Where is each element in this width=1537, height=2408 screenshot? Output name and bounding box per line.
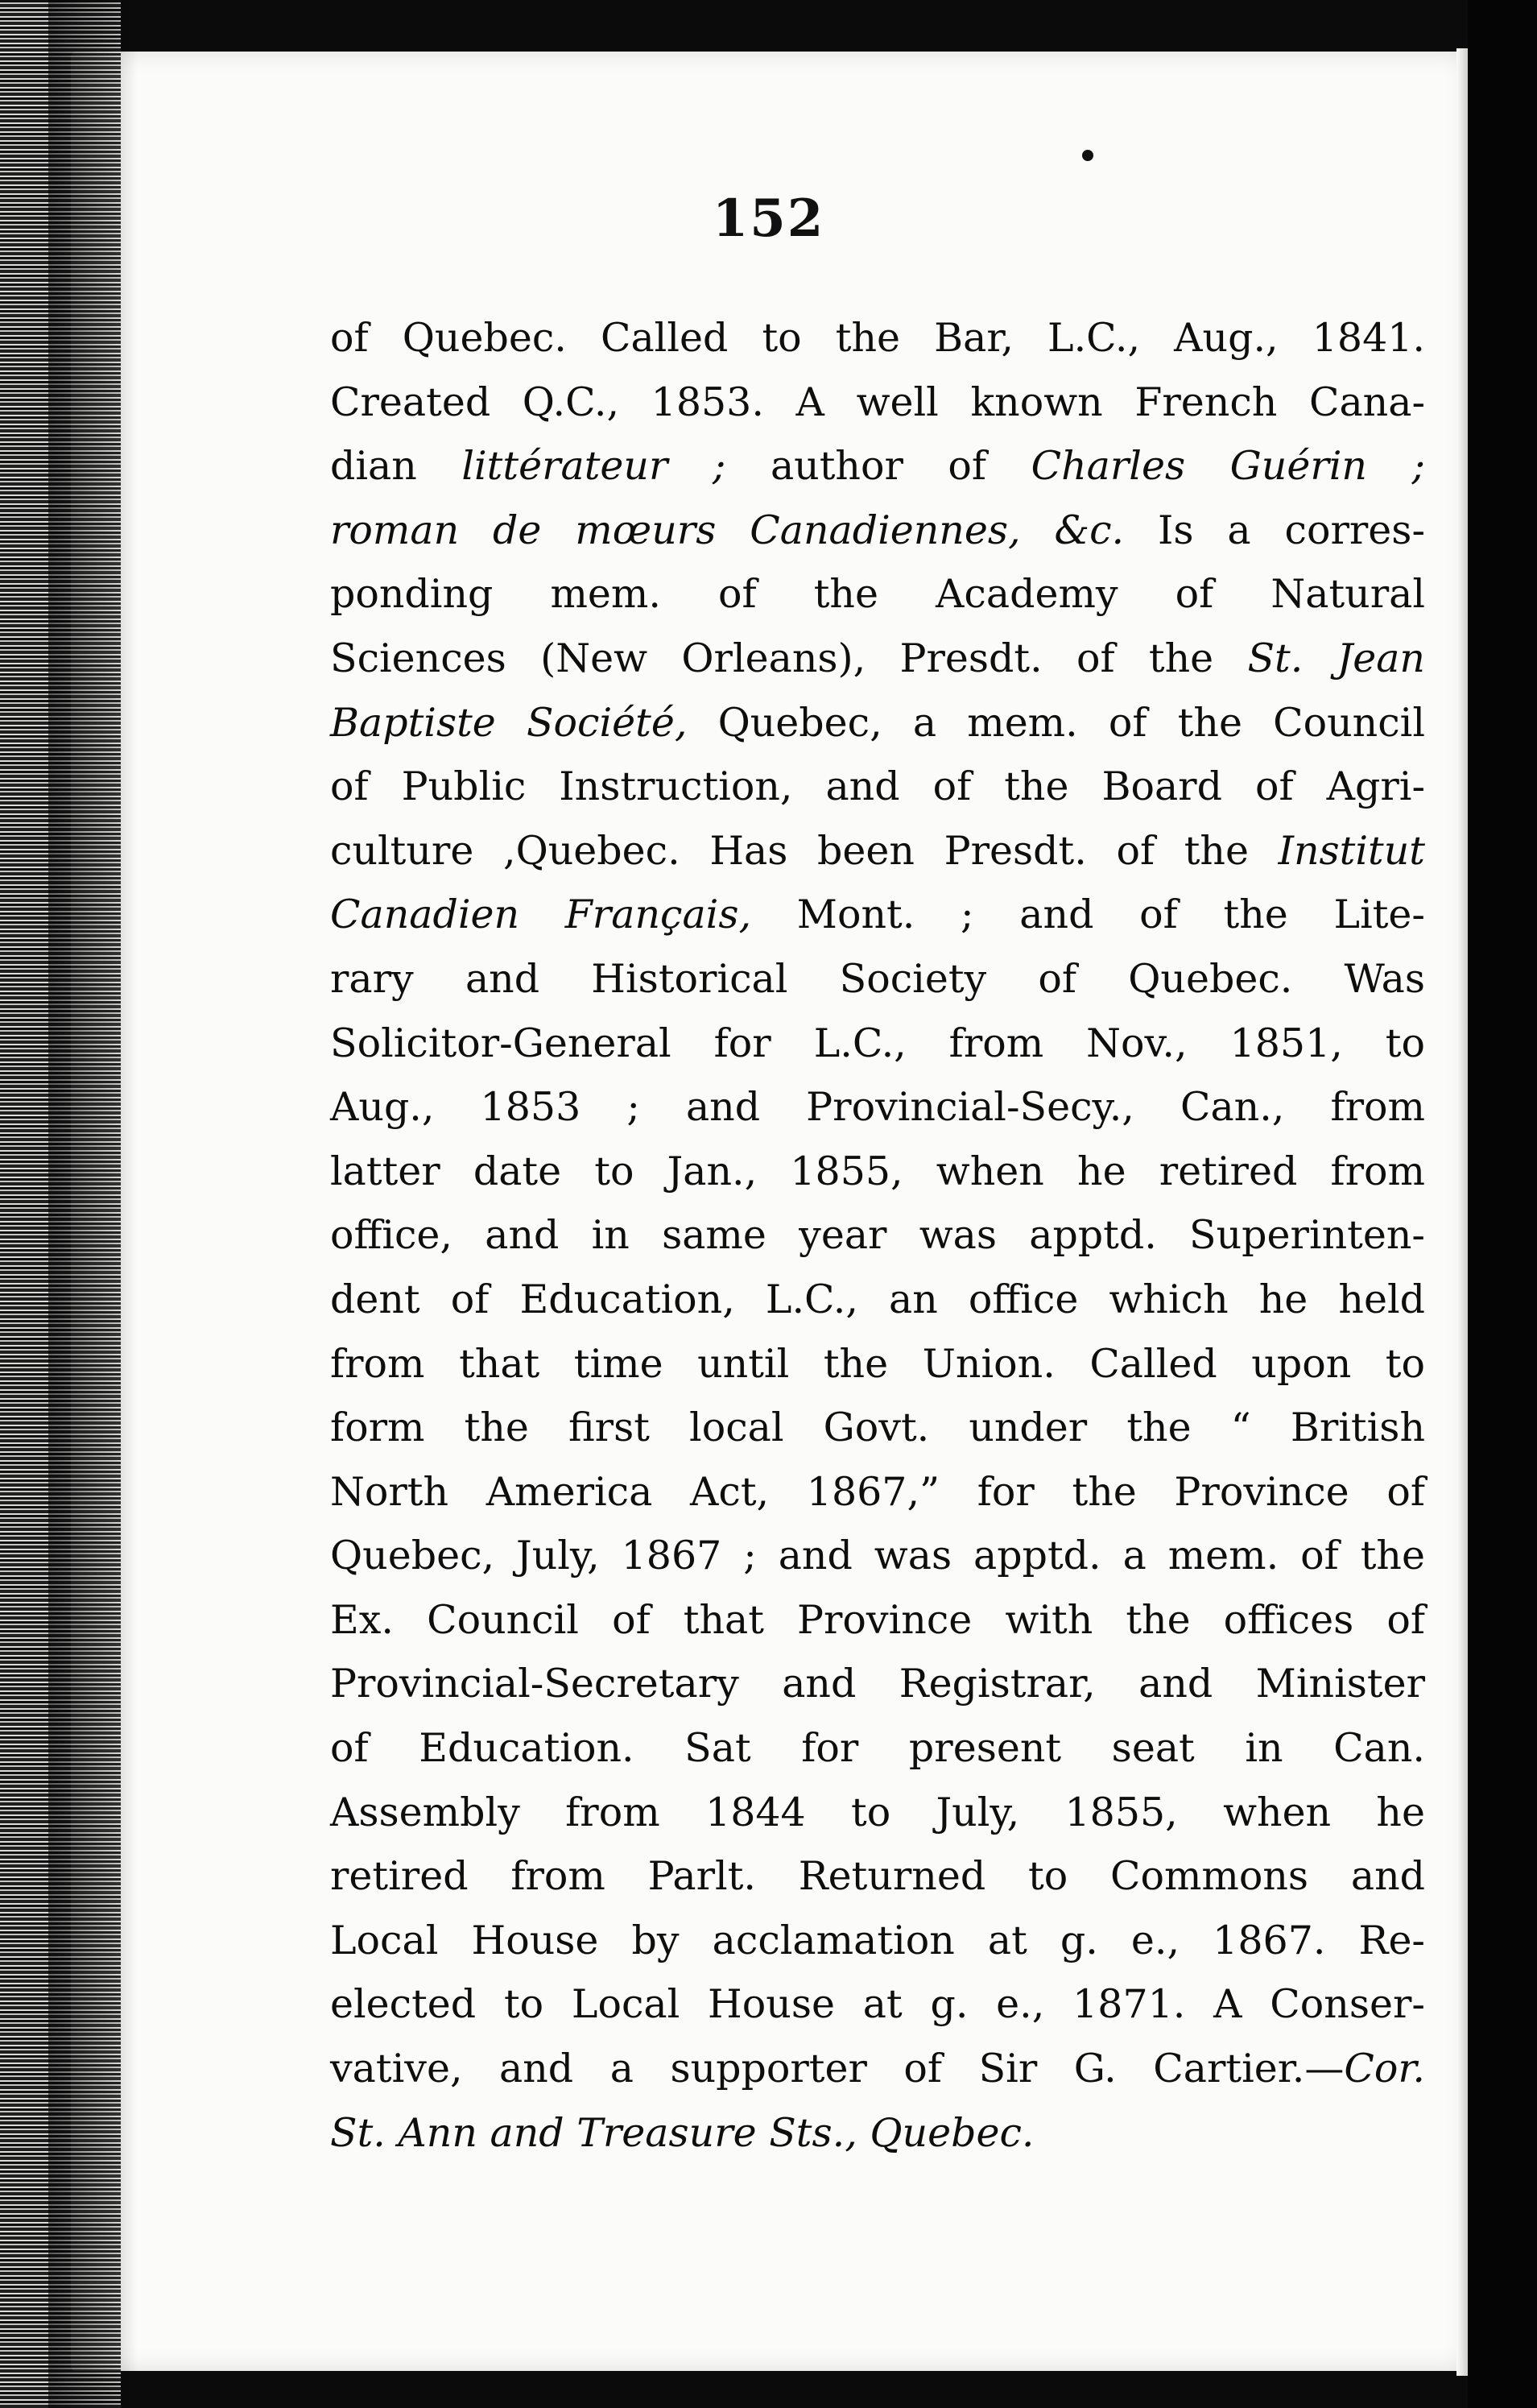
italic-segment: Institut <box>1278 827 1425 874</box>
text-segment: rary and Historical Society of Quebec. Was <box>330 955 1425 1002</box>
italic-segment: Canadien Français, <box>330 892 752 938</box>
italic-segment: St. Jean <box>1247 635 1425 681</box>
text-segment: dian <box>330 443 462 490</box>
text-segment: Quebec, a mem. of the Council <box>687 699 1425 746</box>
text-line <box>330 1588 1425 1653</box>
text-segment: Ex. Council of that Province with the offices of <box>330 1596 1425 1643</box>
text-segment: of Quebec. Called to the Bar, L.C., Aug., 1841. <box>330 315 1425 361</box>
italic-segment: roman de mœurs Canadiennes, &c. <box>330 507 1125 553</box>
text-line <box>330 1652 1425 1716</box>
text-line <box>330 434 1425 499</box>
text-line <box>330 883 1425 947</box>
text-line <box>330 755 1425 819</box>
text-segment: Local House by acclamation at g. e., 1867. Re- <box>330 1917 1425 1963</box>
text-segment: culture ,Quebec. Has been Presdt. of the <box>330 827 1279 874</box>
text-line <box>330 1075 1425 1140</box>
text-line <box>330 1716 1425 1781</box>
text-segment: from that time until the Union. Called upon to <box>330 1340 1425 1387</box>
text-line <box>330 1460 1425 1525</box>
text-segment: Created Q.C., 1853. A well known French Cana- <box>330 379 1425 425</box>
text-line <box>330 1972 1425 2037</box>
italic-segment: littérateur ; <box>461 443 726 490</box>
text-line <box>330 1203 1425 1268</box>
text-segment: elected to Local House at g. e., 1871. A Conser- <box>330 1981 1425 2028</box>
text-line <box>330 1332 1425 1396</box>
text-line <box>330 1524 1425 1588</box>
text-line <box>330 370 1425 435</box>
text-segment: Provincial-Secretary and Registrar, and Minister <box>330 1661 1425 1707</box>
text-segment: Is a corres- <box>1124 507 1426 553</box>
text-line <box>330 627 1425 691</box>
text-line <box>330 2101 1425 2166</box>
text-line <box>330 1012 1425 1076</box>
text-segment: North America Act, 1867,” for the Province of <box>330 1468 1425 1515</box>
text-line <box>330 1396 1425 1460</box>
text-line <box>330 1909 1425 1973</box>
page-edge <box>1456 48 1468 2376</box>
text-segment: author of <box>725 443 1031 490</box>
text-segment: retired from Parlt. Returned to Commons and <box>330 1853 1425 1900</box>
text-line <box>330 947 1425 1012</box>
italic-segment: Cor. <box>1344 2046 1425 2092</box>
text-line <box>330 1140 1425 1204</box>
italic-segment: St. Ann and Treasure Sts., Quebec. <box>330 2109 1035 2156</box>
italic-segment: Baptiste Société, <box>330 699 688 746</box>
text-segment: latter date to Jan., 1855, when he retired from <box>330 1148 1425 1194</box>
text-line <box>330 1844 1425 1909</box>
text-segment: Quebec, July, 1867 ; and was apptd. a mem. of the <box>330 1533 1425 1579</box>
text-line <box>330 1268 1425 1332</box>
text-segment: Mont. ; and of the Lite- <box>751 892 1425 938</box>
text-segment: Solicitor-General for L.C., from Nov., 1851, to <box>330 1020 1425 1066</box>
ink-speck <box>1082 150 1093 161</box>
text-segment: Assembly from 1844 to July, 1855, when he <box>330 1789 1425 1835</box>
biography-text <box>330 306 1425 2165</box>
text-segment: dent of Education, L.C., an office which he held <box>330 1276 1425 1322</box>
text-segment: Aug., 1853 ; and Provincial-Secy., Can., from <box>330 1084 1425 1131</box>
text-line <box>330 691 1425 755</box>
text-segment: office, and in same year was apptd. Superinten- <box>330 1212 1425 1259</box>
text-line <box>330 562 1425 627</box>
page-number: 152 <box>712 188 825 249</box>
text-segment: vative, and a supporter of Sir G. Cartier.— <box>330 2046 1345 2092</box>
text-line <box>330 1781 1425 1845</box>
text-segment: Sciences (New Orleans), Presdt. of the <box>330 635 1248 681</box>
gutter-shadow <box>48 0 137 2408</box>
text-line <box>330 306 1425 370</box>
text-segment: of Education. Sat for present seat in Can. <box>330 1725 1425 1772</box>
text-segment: form the first local Govt. under the “ British <box>330 1405 1425 1451</box>
italic-segment: Charles Guérin ; <box>1031 443 1426 490</box>
text-segment: ponding mem. of the Academy of Natural <box>330 571 1425 618</box>
text-line <box>330 2037 1425 2101</box>
scan-border-right <box>1468 0 1537 2408</box>
text-line <box>330 819 1425 883</box>
text-segment: of Public Instruction, and of the Board of Agri- <box>330 763 1425 810</box>
text-line <box>330 499 1425 563</box>
